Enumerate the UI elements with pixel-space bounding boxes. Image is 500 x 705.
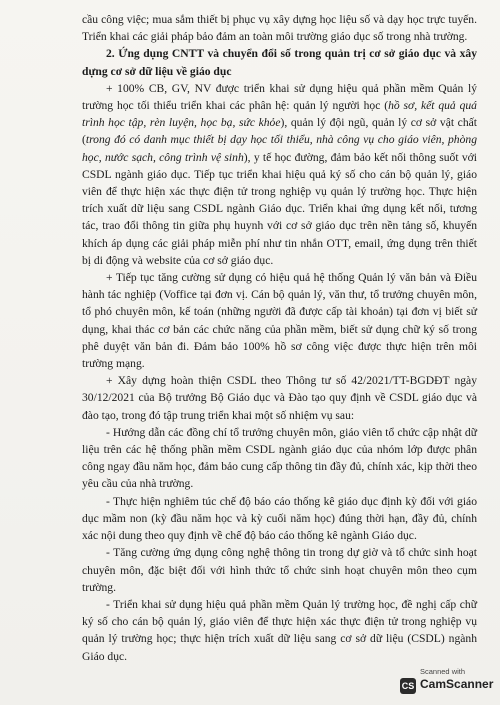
document-body [82,11,477,665]
text-run: ), y tế học đường, đảm bảo kết nối thông suốt với CSDL ngành giáo dục. Tiếp tục triển khai hiệu quả ký số cho cán bộ quản lý, giáo viên để thực hiện xác thực điện tử trong nghiệp vụ quản lý trường học. Thực hiện trích xuất dữ liệu sang CSDL ngành Giáo dục. Triển khai ứng dụng kết nối, tương tác, trao đổi thông tin giữa phụ huynh với cơ sở giáo dục trên nền tảng số, khuyến khích áp dụng các giải pháp miễn phí như tin nhắn OTT, email, ứng dụng trên thiết bị di động và website của cơ sở giáo dục. [82,150,478,267]
paragraph-reporting: - Thực hiện nghiêm túc chế độ báo cáo thống kê giáo dục định kỳ đối với giáo dục mầm non (kỳ đầu năm học và kỳ cuối năm học) đúng thời hạn, đầy đủ, chính xác nội dung theo quy định về chế độ báo cáo thống kê ngành Giáo dục. [82,494,477,543]
paragraph-it-application: - Tăng cường ứng dụng công nghệ thông tin trong dự giờ và tổ chức sinh hoạt chuyên môn, đặc biệt đối với hình thức tổ chức sinh hoạt chuyên môn theo cụm trường. [82,546,477,594]
section-heading: 2. Ứng dụng CNTT và chuyển đổi số trong quản trị cơ sở giáo dục và xây dựng cơ sở dữ liệu về giáo dục [82,47,477,78]
scanned-with-caption: Scanned with [420,667,466,676]
camscanner-brand: CamScanner [420,677,494,691]
paragraph-database: + Xây dựng hoàn thiện CSDL theo Thông tư số 42/2021/TT-BGDĐT ngày 30/12/2021 của Bộ trưởng Bộ Giáo dục và Đào tạo quy định về CSDL giáo dục và đào tạo, trong đó tập trung triển khai một số nhiệm vụ sau: [82,374,477,422]
paragraph-guidance: - Hướng dẫn các đồng chí tổ trưởng chuyên môn, giáo viên tổ chức cập nhật dữ liệu trên các hệ thống phần mềm CSDL ngành giáo dục của nhóm lớp được phân công ngay đầu năm học, đảm bảo cung cấp thông tin đầy đủ, chính xác, kịp thời theo yêu cầu của nhà trường. [82,425,477,491]
text-run: ), quản lý đội ngũ, quản lý cơ sở vật chất ( [82,116,477,147]
paragraph-software-deployment: - Triển khai sử dụng hiệu quả phần mềm Quản lý trường học, đề nghị cấp chữ ký số cho cán bộ quản lý, giáo viên để thực hiện xác thực điện tử trong nghiệp vụ quản lý trường học; thực hiện trích xuất dữ liệu sang cơ sở dữ liệu (CSDL) ngành Giáo dục. [82,597,477,663]
italic-run: hồ sơ, kết quả quá trình học tập, rèn luyện, học bạ, sức khỏe [82,99,477,130]
text-run: + 100% CB, GV, NV được triển khai sử dụng hiệu quả phần mềm Quản lý trường học tối thiểu triển khai các phân hệ: quản lý người học ( [82,81,477,113]
camscanner-watermark [398,667,496,699]
italic-run: trong đó có danh mục thiết bị dạy học tối thiểu, nhà công vụ cho giáo viên, phòng học, nước sạch, công trình vệ sinh [82,133,477,164]
paragraph-continuation: cầu công việc; mua sắm thiết bị phục vụ xây dựng học liệu số và dạy học trực tuyến. Triển khai các giải pháp bảo đảm an toàn môi trường giáo dục số trong nhà trường. [82,13,477,44]
paragraph-voffice: + Tiếp tục tăng cường sử dụng có hiệu quả hệ thống Quản lý văn bản và Điều hành tác nghiệp (Voffice tại đơn vị. Cán bộ quản lý, văn thư, tổ trưởng chuyên môn, tổ phó chuyên môn, kế toán (những người đã được cấp tài khoản) tại đơn vị biết sử dụng, khai thác cơ bản các chức năng của phần mềm, biết sử dụng chữ ký số trong phê duyệt văn bản đi. Đảm bảo 100% hồ sơ công việc được thực hiện trên môi trường mạng. [82,271,477,371]
camscanner-logo-icon: CS [400,678,416,694]
paragraph-school-management [82,80,477,269]
